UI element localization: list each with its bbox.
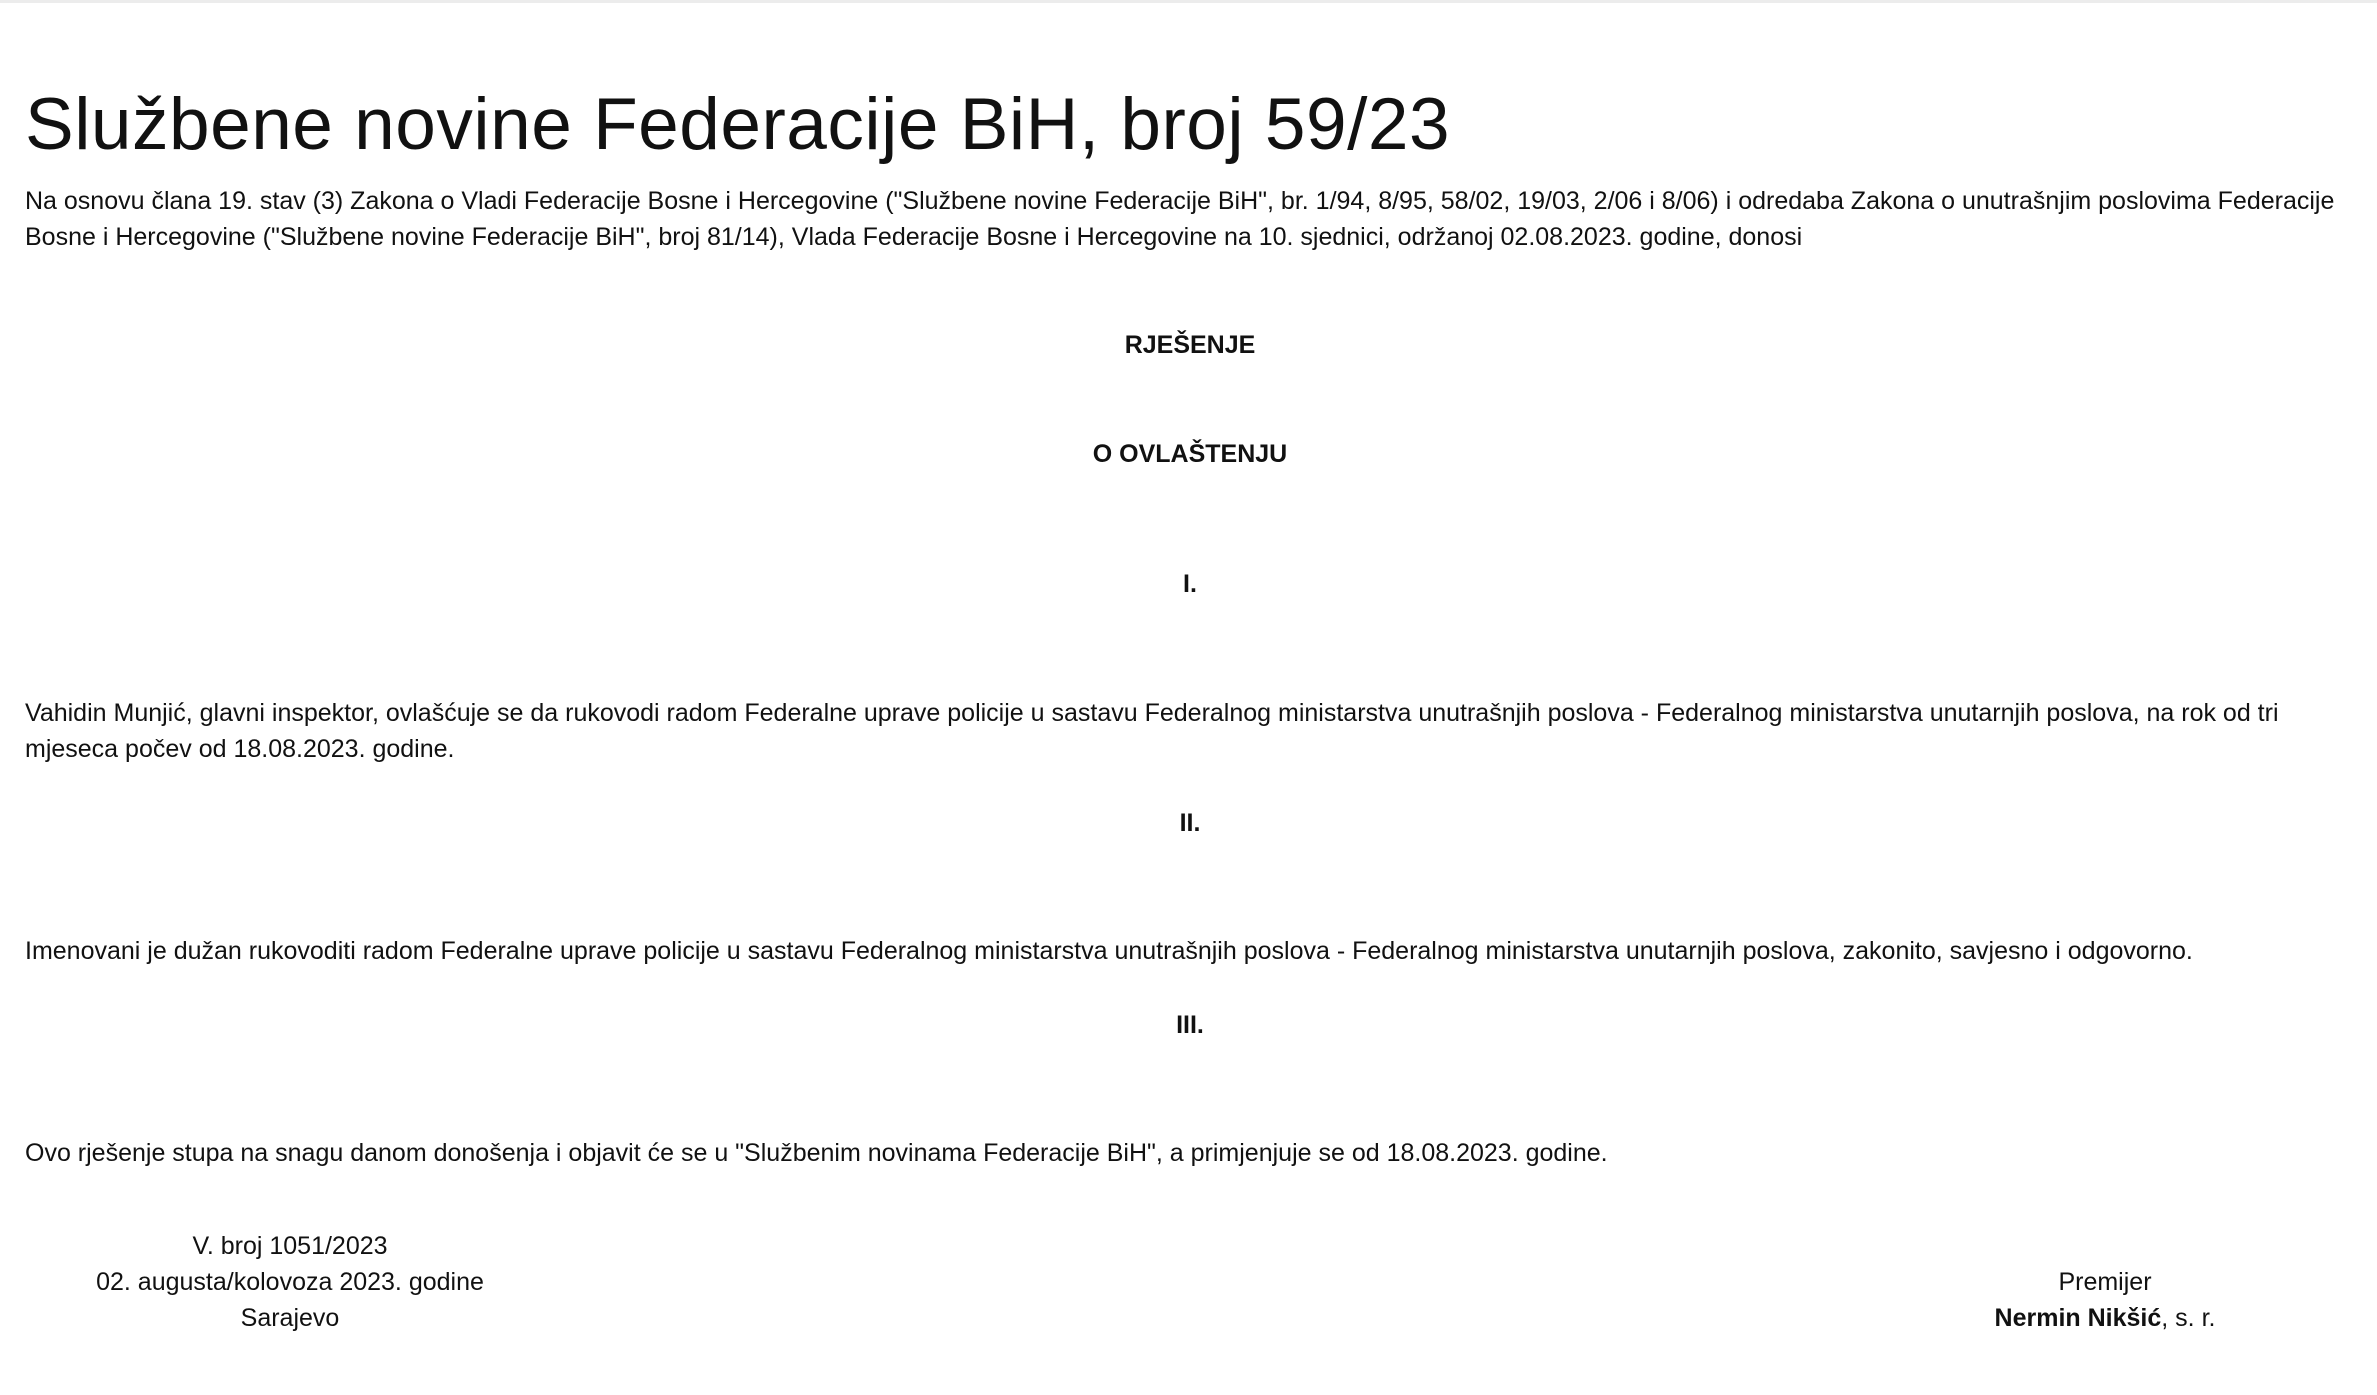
preamble-paragraph: Na osnovu člana 19. stav (3) Zakona o Vladi Federacije Bosne i Hercegovine ("Službene novine Federacije BiH", br. 1/94, 8/95, 58/02, 19/03, 2/06 i 8/06) i odredaba Zakona o unutrašnjim poslovima Federacije Bosne i Hercegovine ("Službene novine Federacije BiH", broj 81/14), Vlada Federacije Bosne i Hercegovine na 10. sjednici, održanoj 02.08.2023. godine, donosi [25,187,2335,251]
signatory-suffix: , s. r. [2161,1304,2216,1332]
signatory-line [1905,1300,2305,1336]
section-number-2: II. [1179,809,1201,837]
decision-subheading: O OVLAŠTENJU [1092,440,1288,468]
section-number-3: III. [1176,1011,1204,1039]
section-text-2: Imenovani je dužan rukovoditi radom Federalne uprave policije u sastavu Federalnog ministarstva unutrašnjih poslova - Federalnog ministarstva unutarnjih poslova, zakonito, savjesno i odgovorno. [25,937,2193,965]
reference-number: V. broj 1051/2023 [192,1232,388,1260]
signatory-name: Nermin Nikšić [1994,1304,2162,1332]
section-text-1: Vahidin Munjić, glavni inspektor, ovlašćuje se da rukovodi radom Federalne uprave policije u sastavu Federalnog ministarstva unutrašnjih poslova - Federalnog ministarstva unutarnjih poslova, na rok od tri mjeseca počev od 18.08.2023. godine. [25,699,2279,763]
issue-place: Sarajevo [240,1304,340,1332]
issuance-details [50,1228,530,1336]
issue-date: 02. augusta/kolovoza 2023. godine [96,1268,484,1296]
section-text-3: Ovo rješenje stupa na snagu danom donošenja i objavit će se u "Službenim novinama Federacije BiH", a primjenjuje se od 18.08.2023. godine. [25,1139,1608,1167]
section-number-1: I. [1183,570,1197,598]
signature-block [1905,1264,2305,1336]
signatory-role: Premijer [2058,1268,2152,1296]
decision-heading: RJEŠENJE [1124,331,1256,359]
top-divider [0,0,2377,3]
page-title: Službene novine Federacije BiH, broj 59/23 [25,84,1451,165]
